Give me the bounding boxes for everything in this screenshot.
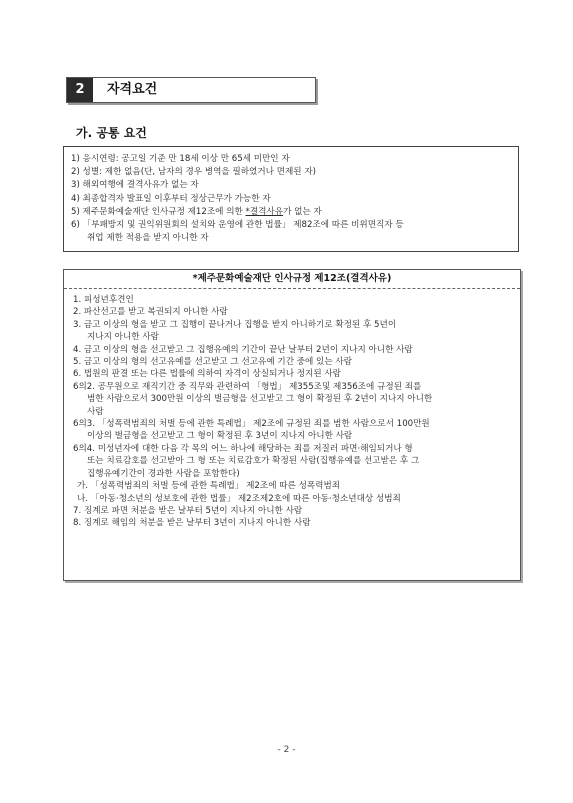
section-header — [66, 77, 316, 103]
list-item: 3. 금고 이상의 형을 받고 그 집행이 끝나거나 집행을 받지 아니하기로 확정된 후 5년이 — [73, 319, 397, 330]
common-requirements-box — [63, 146, 519, 252]
section-number: 2 — [67, 78, 93, 102]
list-item: 6의4. 미성년자에 대한 다음 각 목의 어느 하나에 해당하는 죄를 저질러 파면·해임되거나 형 — [73, 443, 413, 454]
requirement-item: 3) 해외여행에 결격사유가 없는 자 — [71, 180, 199, 191]
requirement-item: 2) 성별: 제한 없음(단, 남자의 경우 병역을 필하였거나 면제된 자) — [71, 167, 316, 178]
list-item: 6의3. 「성폭력범죄의 처벌 등에 관한 특례법」 제2조에 규정된 죄를 범한 사람으로서 100만원 — [73, 419, 430, 430]
requirement-item: 1) 응시연령: 공고일 기준 만 18세 이상 만 65세 미만인 자 — [71, 154, 290, 164]
list-subitem: 가. 「성폭력범죄의 처벌 등에 관한 특례법」 제2조에 따른 성폭력범죄 — [77, 481, 341, 492]
requirement-item: 6) 「부패방지 및 권익위원회의 설치와 운영에 관한 법률」 제82조에 따른 비위면직자 등 — [71, 220, 404, 231]
requirement-text: 5) 제주문화예술재단 인사규정 제12조에 의한 — [71, 206, 246, 217]
subheading: 가. 공통 요건 — [76, 126, 147, 140]
page-number: - 2 - — [277, 745, 296, 755]
requirement-item: 4) 최종합격자 발표일 이후부터 정상근무가 가능한 자 — [71, 193, 271, 204]
list-item: 1. 피성년후견인 — [73, 295, 134, 305]
list-item: 2. 파산선고를 받고 복권되지 아니한 사람 — [73, 307, 228, 318]
list-item-continuation: 이상의 벌금형을 선고받고 그 형이 확정된 후 3년이 지나지 아니한 사람 — [87, 431, 353, 442]
requirement-text: 가 없는 자 — [283, 206, 322, 217]
list-item: 6의2. 공무원으로 재직기간 중 직무와 관련하여 「형법」 제355조및 제356조에 규정된 죄를 — [73, 381, 422, 392]
list-item: 5. 금고 이상의 형의 선고유예를 선고받고 그 선고유예 기간 중에 있는 사람 — [73, 357, 352, 368]
disqualification-list — [64, 289, 520, 530]
disqualification-title: *제주문화예술재단 인사규정 제12조(결격사유) — [64, 270, 520, 289]
list-item-continuation: 사람 — [87, 406, 104, 417]
disqualification-link-text: *결격사유 — [245, 206, 284, 217]
section-title: 자격요건 — [107, 82, 158, 97]
requirement-item-continuation: 취업 제한 적용을 받지 아니한 자 — [87, 233, 209, 244]
list-item-continuation: 범한 사람으로서 300만원 이상의 벌금형을 선고받고 그 형이 확정된 후 2년이 지나지 아니한 — [87, 394, 433, 405]
list-item-continuation: 집행유예기간이 경과한 사람을 포함한다) — [87, 468, 240, 479]
list-item: 7. 징계로 파면 처분을 받은 날부터 5년이 지나지 아니한 사람 — [73, 505, 303, 516]
requirement-item-5 — [71, 206, 518, 219]
disqualification-box — [63, 269, 521, 581]
list-item: 8. 징계로 해임의 처분을 받은 날부터 3년이 지나지 아니한 사람 — [73, 518, 311, 529]
list-item-continuation: 지나지 아니한 사람 — [87, 332, 159, 343]
list-subitem: 나. 「아동·청소년의 성보호에 관한 법률」 제2조제2호에 따른 아동·청소년대상 성범죄 — [77, 493, 401, 504]
list-item: 6. 법원의 판결 또는 다른 법률에 의하여 자격이 상실되거나 정지된 사람 — [73, 369, 341, 380]
list-item-continuation: 또는 치료감호를 선고받아 그 형 또는 치료감호가 확정된 사람(집행유예를 선고받은 후 그 — [87, 456, 420, 467]
list-item: 4. 금고 이상의 형을 선고받고 그 집행유예의 기간이 끝난 날부터 2년이 지나지 아니한 사람 — [73, 344, 413, 355]
